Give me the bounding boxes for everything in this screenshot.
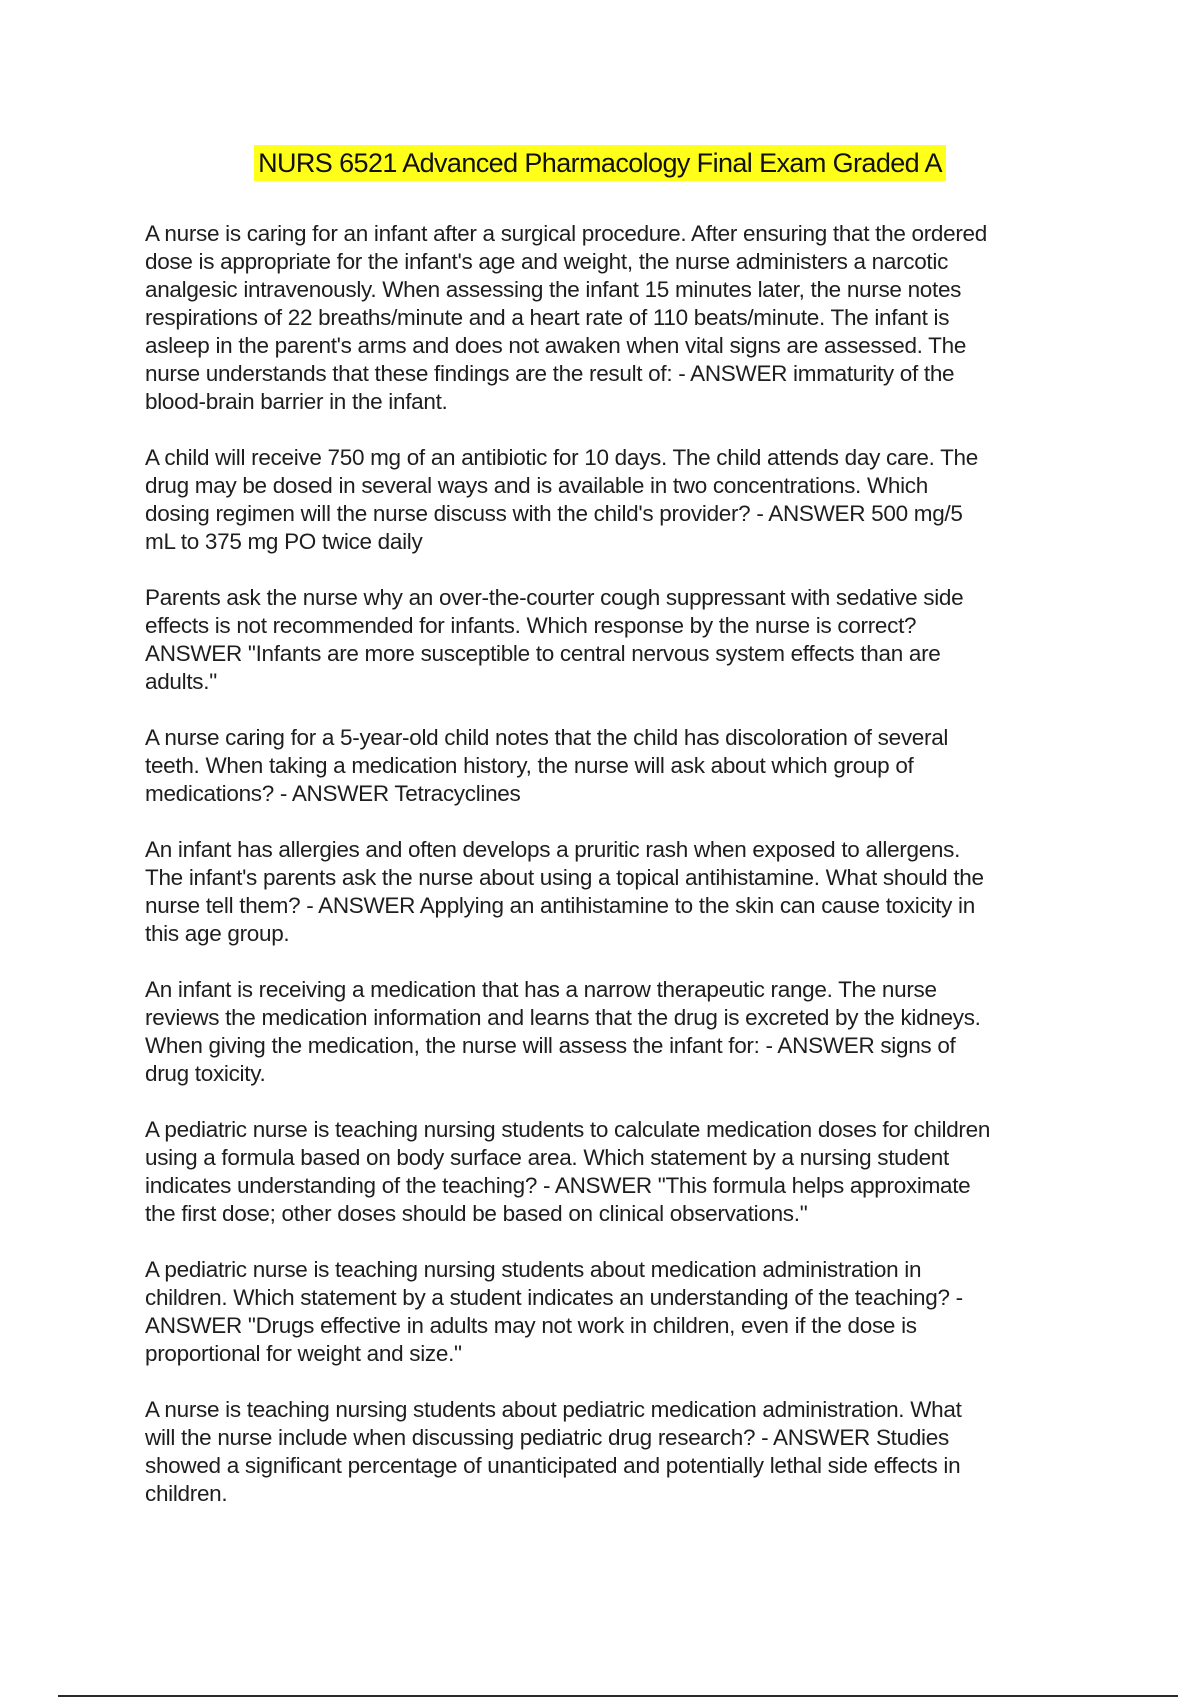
qa-line: A pediatric nurse is teaching nursing students to calculate medication doses for children (145, 1117, 991, 1142)
qa-line: An infant is receiving a medication that has a narrow therapeutic range. The nurse (145, 977, 937, 1002)
qa-paragraph (145, 584, 1085, 696)
qa-line: blood-brain barrier in the infant. (145, 389, 448, 414)
qa-list (145, 220, 1085, 1536)
qa-line: drug may be dosed in several ways and is available in two concentrations. Which (145, 473, 928, 498)
qa-paragraph (145, 1116, 1085, 1228)
qa-line: dose is appropriate for the infant's age and weight, the nurse administers a narcotic (145, 249, 949, 274)
qa-line: A nurse caring for a 5-year-old child notes that the child has discoloration of several (145, 725, 949, 750)
qa-line: analgesic intravenously. When assessing the infant 15 minutes later, the nurse notes (145, 277, 962, 302)
qa-paragraph (145, 444, 1085, 556)
qa-line: ANSWER "Infants are more susceptible to central nervous system effects than are (145, 641, 941, 666)
qa-line: dosing regimen will the nurse discuss with the child's provider? - ANSWER 500 mg/5 (145, 501, 963, 526)
qa-line: showed a significant percentage of unanticipated and potentially lethal side effects in (145, 1453, 961, 1478)
qa-item (145, 220, 1085, 416)
qa-item (145, 836, 1085, 948)
qa-item (145, 1116, 1085, 1228)
qa-line: ANSWER "Drugs effective in adults may not work in children, even if the dose is (145, 1313, 917, 1338)
qa-line: medications? - ANSWER Tetracyclines (145, 781, 521, 806)
qa-paragraph (145, 976, 1085, 1088)
qa-paragraph (145, 836, 1085, 948)
qa-line: teeth. When taking a medication history, the nurse will ask about which group of (145, 753, 914, 778)
qa-line: children. Which statement by a student indicates an understanding of the teaching? - (145, 1285, 963, 1310)
qa-paragraph (145, 1396, 1085, 1508)
qa-item (145, 724, 1085, 808)
qa-line: will the nurse include when discussing pediatric drug research? - ANSWER Studies (145, 1425, 949, 1450)
qa-line: reviews the medication information and learns that the drug is excreted by the kidneys. (145, 1005, 981, 1030)
qa-line: proportional for weight and size." (145, 1341, 462, 1366)
qa-line: indicates understanding of the teaching? - ANSWER "This formula helps approximate (145, 1173, 971, 1198)
qa-item (145, 1256, 1085, 1368)
qa-paragraph (145, 724, 1085, 808)
qa-line: adults." (145, 669, 217, 694)
qa-line: drug toxicity. (145, 1061, 266, 1086)
qa-paragraph (145, 220, 1085, 416)
qa-item (145, 976, 1085, 1088)
qa-line: mL to 375 mg PO twice daily (145, 529, 423, 554)
qa-line: A nurse is caring for an infant after a surgical procedure. After ensuring that the ordered (145, 221, 987, 246)
qa-paragraph (145, 1256, 1085, 1368)
qa-line: nurse tell them? - ANSWER Applying an antihistamine to the skin can cause toxicity in (145, 893, 975, 918)
qa-line: respirations of 22 breaths/minute and a heart rate of 110 beats/minute. The infant is (145, 305, 950, 330)
qa-line: children. (145, 1481, 228, 1506)
qa-item (145, 1396, 1085, 1508)
qa-line: the first dose; other doses should be based on clinical observations." (145, 1201, 808, 1226)
qa-line: A pediatric nurse is teaching nursing students about medication administration in (145, 1257, 922, 1282)
qa-line: When giving the medication, the nurse will assess the infant for: - ANSWER signs of (145, 1033, 956, 1058)
qa-item (145, 584, 1085, 696)
qa-line: An infant has allergies and often develops a pruritic rash when exposed to allergens. (145, 837, 961, 862)
qa-line: using a formula based on body surface area. Which statement by a nursing student (145, 1145, 949, 1170)
qa-line: this age group. (145, 921, 290, 946)
qa-line: effects is not recommended for infants. Which response by the nurse is correct? (145, 613, 917, 638)
qa-line: asleep in the parent's arms and does not awaken when vital signs are assessed. The (145, 333, 967, 358)
qa-line: The infant's parents ask the nurse about using a topical antihistamine. What should the (145, 865, 984, 890)
qa-item (145, 444, 1085, 556)
qa-line: nurse understands that these findings are the result of: - ANSWER immaturity of the (145, 361, 955, 386)
qa-line: Parents ask the nurse why an over-the-courter cough suppressant with sedative side (145, 585, 964, 610)
title-container (0, 145, 1200, 181)
qa-line: A child will receive 750 mg of an antibiotic for 10 days. The child attends day care. The (145, 445, 978, 470)
document-title: NURS 6521 Advanced Pharmacology Final Exam Graded A (254, 145, 946, 181)
bottom-rule (58, 1695, 1178, 1697)
qa-line: A nurse is teaching nursing students about pediatric medication administration. What (145, 1397, 962, 1422)
